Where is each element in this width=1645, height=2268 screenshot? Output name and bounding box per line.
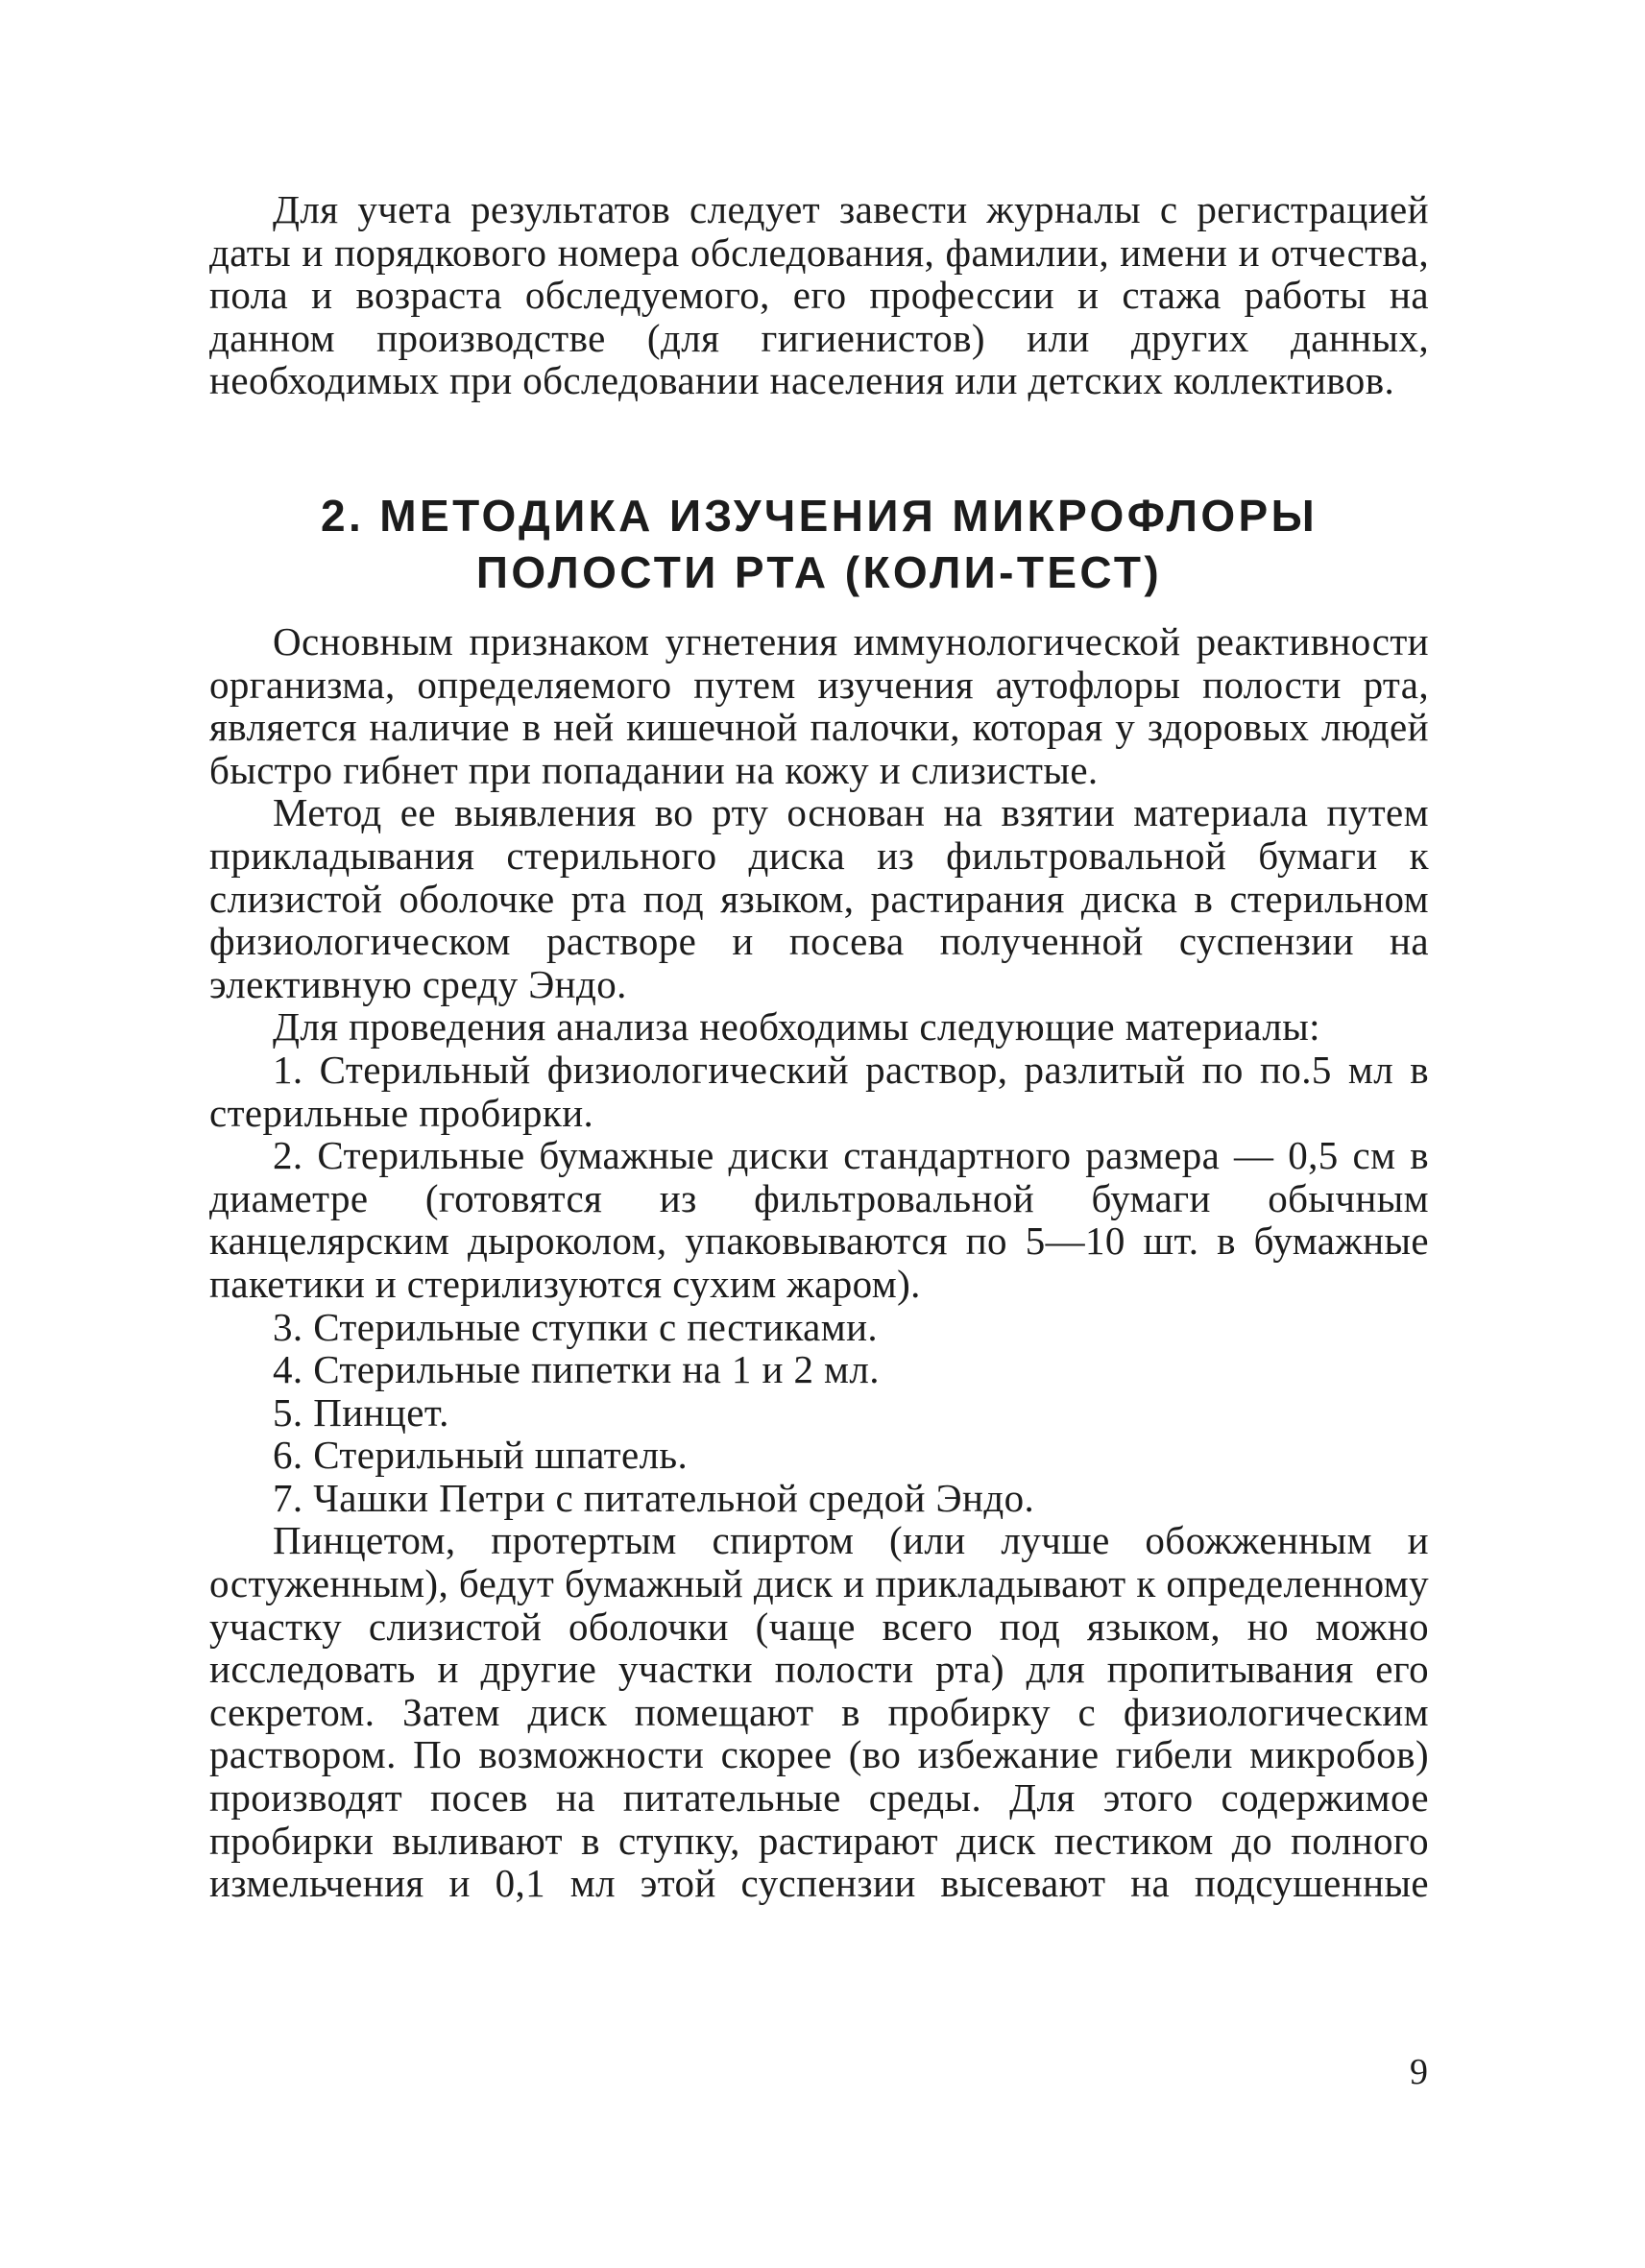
list-item-6: 6. Стерильный шпатель. <box>273 1433 689 1478</box>
list-item-7: 7. Чашки Петри с питательной средой Эндо. <box>273 1475 1035 1520</box>
list-item-1: 1. Стерильный физиологический раствор, разлитый по по.5 мл в стерильные пробирки. <box>209 1047 1429 1135</box>
intro-paragraph: Для учета результатов следует завести журналы с регистрацией даты и порядкового номера обследования, фамилии, имени и отчества, пола и возраста обследуемого, его профессии и стажа работы на данном производстве (для гигиенистов) или других данных, необходимых при обследовании населения или детских коллективов. <box>209 187 1429 403</box>
body-paragraph-3: Для проведения анализа необходимы следующие материалы: <box>273 1004 1320 1050</box>
section-heading <box>209 488 1429 601</box>
list-item-3: 3. Стерильные ступки с пестиками. <box>273 1304 879 1349</box>
list-item-5: 5. Пинцет. <box>273 1389 449 1435</box>
body-paragraph-2: Метод ее выявления во рту основан на взятии материала путем прикладывания стерильного диска из фильтровальной бумаги к слизистой оболочке рта под языком, растирания диска в стерильном физиологическом растворе и посева полученной суспензии на элективную среду Эндо. <box>209 790 1429 1006</box>
section-heading-line-2: ПОЛОСТИ РТА (КОЛИ-ТЕСТ) <box>475 547 1163 597</box>
list-item-2: 2. Стерильные бумажные диски стандартного размера — 0,5 см в диаметре (готовятся из фильтровальной бумаги обычным канцелярским дыроколом, упаковываются по 5—10 шт. в бумажные пакетики и стерилизуются сухим жаром). <box>209 1133 1429 1306</box>
page-number: 9 <box>1410 2052 1428 2092</box>
list-item-4: 4. Стерильные пипетки на 1 и 2 мл. <box>273 1347 880 1392</box>
body-paragraph-4: Пинцетом, протертым спиртом (или лучше обожженным и остуженным), бедут бумажный диск и прикладывают к определенному участку слизистой оболочки (чаще всего под языком, но можно исследовать и другие участки полости рта) для пропитывания его секретом. Затем диск помещают в пробирку с физиологическим раствором. По возможности скорее (во избежание гибели микробов) производят посев на питательные среды. Для этого содержимое пробирки выливают в ступку, растирают диск пестиком до полного измельчения и 0,1 мл этой суспензии высевают на подсушенные <box>209 1518 1429 1906</box>
body-paragraph-1: Основным признаком угнетения иммунологической реактивности организма, определяемого путем изучения аутофлоры полости рта, является наличие в ней кишечной палочки, которая у здоровых людей быстро гибнет при попадании на кожу и слизистые. <box>209 619 1429 792</box>
intro-block <box>209 188 1429 402</box>
main-text-block <box>209 620 1429 1905</box>
section-heading-line-1: 2. МЕТОДИКА ИЗУЧЕНИЯ МИКРОФЛОРЫ <box>320 491 1318 541</box>
